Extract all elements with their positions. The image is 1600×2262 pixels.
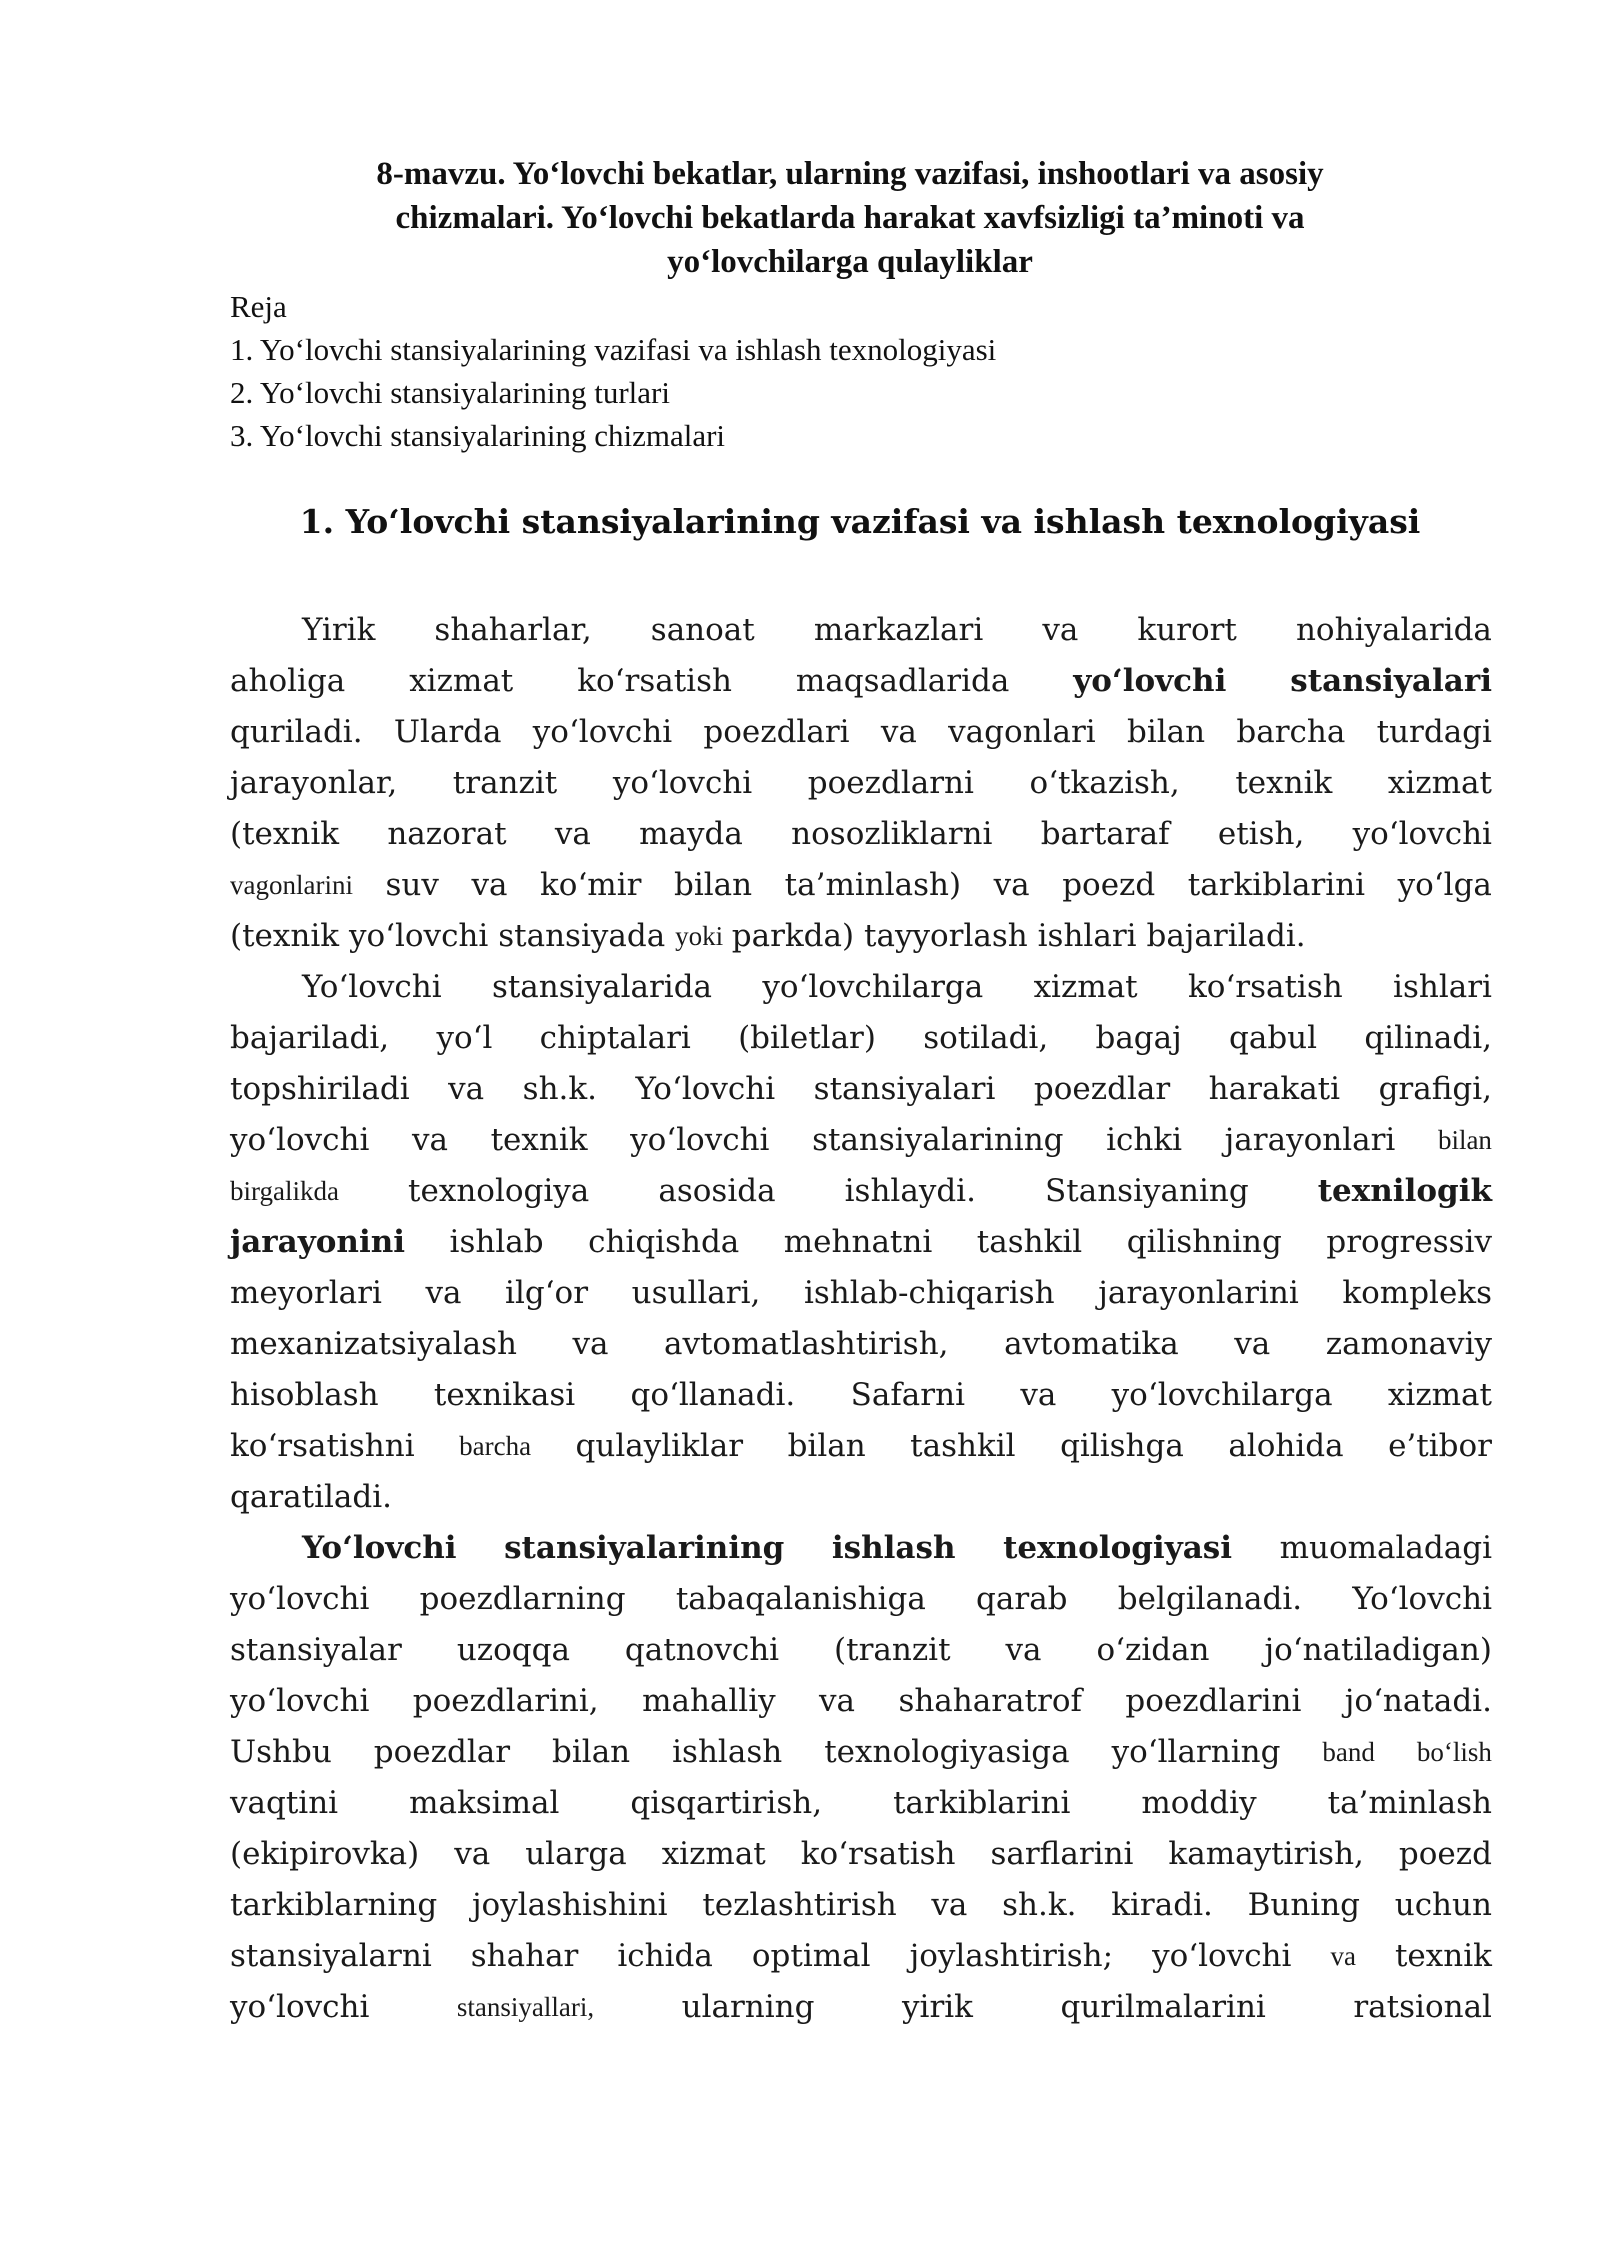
- word: stansiyalar: [230, 1632, 402, 1668]
- paragraph: [230, 605, 1492, 962]
- word: harakati: [1208, 1071, 1341, 1107]
- word: bilan: [552, 1734, 631, 1770]
- word: stansiyalarining: [812, 1122, 1064, 1158]
- word: ishlash: [831, 1530, 956, 1566]
- word: ko‘rsatishni: [230, 1428, 415, 1464]
- word: quriladi.: [230, 714, 363, 750]
- paragraph: [230, 1523, 1492, 2033]
- word: texnologiyasi: [1003, 1530, 1233, 1566]
- word: sotiladi,: [923, 1020, 1049, 1056]
- word: sanoat: [650, 612, 755, 648]
- word: bo‘lish: [1416, 1737, 1492, 1767]
- word: Safarni: [850, 1377, 965, 1413]
- text-line: [230, 1268, 1492, 1319]
- text-line: [230, 1013, 1492, 1064]
- word: kurort: [1137, 612, 1237, 648]
- word: mayda: [639, 816, 743, 852]
- word: texnik: [1235, 765, 1333, 801]
- word: xizmat: [661, 1836, 766, 1872]
- word: texnilogik: [1317, 1173, 1492, 1209]
- word: xizmat: [1387, 765, 1492, 801]
- word: shaharatrof: [898, 1683, 1082, 1719]
- word: e’tibor: [1388, 1428, 1492, 1464]
- word: markazlari: [813, 612, 984, 648]
- word: va: [1005, 1632, 1042, 1668]
- word: stansiyallari,: [456, 1992, 595, 2022]
- word: uzoqqa: [456, 1632, 570, 1668]
- word: jarayonini: [230, 1224, 406, 1260]
- word: qurilmalarini: [1060, 1989, 1266, 2025]
- text-line: [230, 1676, 1492, 1727]
- word: avtomatika: [1004, 1326, 1179, 1362]
- word: yo‘lovchi: [630, 1122, 770, 1158]
- word: yo‘lga: [1397, 867, 1492, 903]
- word: yo‘lovchi: [230, 1581, 370, 1617]
- word: bilan: [673, 867, 753, 903]
- text-line: [230, 1982, 1492, 2033]
- word: (texnik: [230, 816, 340, 852]
- word: va: [1020, 1377, 1057, 1413]
- word: avtomatlashtirish,: [663, 1326, 949, 1362]
- word: poezdlar: [373, 1734, 511, 1770]
- text-line: [230, 1778, 1492, 1829]
- word: va: [448, 1071, 485, 1107]
- word: qilinadi,: [1364, 1020, 1492, 1056]
- document-title: [300, 152, 1400, 284]
- word: ishlari: [1393, 969, 1492, 1005]
- word: va: [554, 816, 591, 852]
- word: bartaraf: [1040, 816, 1170, 852]
- word: texnologiya: [408, 1173, 590, 1209]
- word: va: [1042, 612, 1079, 648]
- word: bajariladi.: [1146, 918, 1306, 954]
- word: joylashtirish;: [909, 1938, 1114, 1974]
- word: qisqartirish,: [630, 1785, 823, 1821]
- word: va: [1330, 1941, 1356, 1971]
- word: yo‘lovchi: [1352, 816, 1492, 852]
- word: Yirik: [302, 612, 376, 648]
- word: ishlari: [1037, 918, 1137, 954]
- word: qatnovchi: [624, 1632, 780, 1668]
- word: jo‘natadi.: [1344, 1683, 1492, 1719]
- word: va: [931, 1887, 968, 1923]
- word: etish,: [1217, 816, 1305, 852]
- word: bilan: [787, 1428, 866, 1464]
- word: mehnatni: [783, 1224, 933, 1260]
- text-line: [230, 1574, 1492, 1625]
- word: Yo‘lovchi: [635, 1071, 776, 1107]
- word: ko‘mir: [540, 867, 642, 903]
- word: maqsadlarida: [795, 663, 1010, 699]
- word: mexanizatsiyalash: [230, 1326, 517, 1362]
- word: texnik: [490, 1122, 588, 1158]
- word: qulayliklar: [575, 1428, 744, 1464]
- text-line: [230, 605, 1492, 656]
- word: barcha: [459, 1431, 532, 1461]
- word: hisoblash: [230, 1377, 379, 1413]
- text-line: [230, 911, 1492, 962]
- word: ularning: [681, 1989, 815, 2025]
- word: tarkiblarini: [1187, 867, 1366, 903]
- word: yo‘lovchilarga: [1111, 1377, 1333, 1413]
- text-line: [230, 1625, 1492, 1676]
- word: moddiy: [1141, 1785, 1257, 1821]
- word: texnologiyasiga: [824, 1734, 1070, 1770]
- word: progressiv: [1326, 1224, 1492, 1260]
- word: texnik: [1394, 1938, 1492, 1974]
- word: va: [411, 1122, 448, 1158]
- body-text: [230, 605, 1492, 2033]
- word: mahalliy: [642, 1683, 776, 1719]
- text-line: [230, 1319, 1492, 1370]
- word: o‘tkazish,: [1029, 765, 1180, 801]
- word: yo‘lovchi: [612, 765, 753, 801]
- word: sarflarini: [990, 1836, 1134, 1872]
- word: chiqishda: [588, 1224, 740, 1260]
- word: jo‘natiladigan): [1264, 1632, 1492, 1668]
- word: sh.k.: [522, 1071, 598, 1107]
- word: stansiyada: [498, 918, 666, 954]
- word: (biletlar): [738, 1020, 876, 1056]
- word: jarayonlarini: [1098, 1275, 1299, 1311]
- word: birgalikda: [230, 1176, 339, 1206]
- word: stansiyalarida: [491, 969, 713, 1005]
- text-line: [230, 1472, 1492, 1523]
- word: yo‘lovchi: [230, 1989, 370, 2025]
- word: aholiga: [230, 663, 346, 699]
- word: xizmat: [409, 663, 514, 699]
- word: muomaladagi: [1279, 1530, 1492, 1566]
- word: tashkil: [910, 1428, 1016, 1464]
- word: optimal: [751, 1938, 871, 1974]
- text-line: [230, 656, 1492, 707]
- plan-label: Reja: [230, 289, 287, 324]
- word: Yo‘lovchi: [302, 1530, 457, 1566]
- word: poezd: [1398, 1836, 1492, 1872]
- text-line: [230, 1829, 1492, 1880]
- plan-item: 2. Yo‘lovchi stansiyalarining turlari: [230, 375, 670, 410]
- word: zamonaviy: [1325, 1326, 1492, 1362]
- word: uchun: [1394, 1887, 1492, 1923]
- word: shahar: [470, 1938, 579, 1974]
- plan-item: 1. Yo‘lovchi stansiyalarining vazifasi va ishlash texnologiyasi: [230, 332, 997, 367]
- paragraph: [230, 962, 1492, 1523]
- word: kompleks: [1342, 1275, 1492, 1311]
- plan-block: [230, 285, 996, 457]
- word: nazorat: [387, 816, 507, 852]
- word: barcha: [1236, 714, 1346, 750]
- title-line: yo‘lovchilarga qulayliklar: [667, 244, 1033, 280]
- word: stansiyalarni: [230, 1938, 432, 1974]
- text-line: [230, 809, 1492, 860]
- title-line: chizmalari. Yo‘lovchi bekatlarda harakat xavfsizligi ta’minoti va: [395, 200, 1305, 236]
- word: ta’minlash: [1327, 1785, 1492, 1821]
- word: Stansiyaning: [1045, 1173, 1249, 1209]
- text-line: [230, 1064, 1492, 1115]
- word: poezdlarini: [1125, 1683, 1302, 1719]
- section-heading: 1. Yo‘lovchi stansiyalarining vazifasi va ishlash texnologiyasi: [299, 502, 1421, 541]
- word: parkda): [731, 918, 855, 954]
- word: usullari,: [631, 1275, 761, 1311]
- word: Buning: [1247, 1887, 1361, 1923]
- word: yo‘lovchi: [1152, 1938, 1292, 1974]
- word: topshiriladi: [230, 1071, 410, 1107]
- word: (tranzit: [834, 1632, 951, 1668]
- word: bilan: [1126, 714, 1206, 750]
- word: Yo‘lovchi: [1352, 1581, 1492, 1617]
- word: tezlashtirish: [702, 1887, 897, 1923]
- word: poezdlar: [1033, 1071, 1171, 1107]
- word: ishlash: [672, 1734, 783, 1770]
- word: ishlab: [449, 1224, 544, 1260]
- word: qabul: [1229, 1020, 1318, 1056]
- word: alohida: [1228, 1428, 1344, 1464]
- text-line: [230, 962, 1492, 1013]
- word: maksimal: [409, 1785, 560, 1821]
- word: grafigi,: [1378, 1071, 1492, 1107]
- word: va: [880, 714, 917, 750]
- word: (texnik: [230, 918, 340, 954]
- text-line: [230, 758, 1492, 809]
- word: ularga: [525, 1836, 627, 1872]
- word: jarayonlari: [1224, 1122, 1396, 1158]
- word: shaharlar,: [434, 612, 592, 648]
- word: qaratiladi.: [230, 1479, 393, 1515]
- word: vagonlari: [948, 714, 1096, 750]
- word: turdagi: [1376, 714, 1492, 750]
- word: o‘zidan: [1096, 1632, 1210, 1668]
- word: Ularda: [393, 714, 502, 750]
- word: ichida: [617, 1938, 713, 1974]
- word: yo‘lovchi: [1073, 663, 1227, 699]
- word: vagonlarini: [230, 870, 353, 900]
- word: ko‘rsatish: [1187, 969, 1343, 1005]
- word: yo‘lovchi: [532, 714, 673, 750]
- word: chiptalari: [539, 1020, 691, 1056]
- word: yo‘lovchilarga: [762, 969, 984, 1005]
- word: va: [1234, 1326, 1271, 1362]
- word: sh.k.: [1002, 1887, 1077, 1923]
- word: qarab: [976, 1581, 1068, 1617]
- word: tarkiblarning: [230, 1887, 438, 1923]
- word: nohiyalarida: [1295, 612, 1492, 648]
- word: yoki: [675, 921, 724, 951]
- word: stansiyalari: [813, 1071, 996, 1107]
- word: tranzit: [452, 765, 558, 801]
- word: ilg‘or: [505, 1275, 589, 1311]
- word: qilishning: [1126, 1224, 1282, 1260]
- word: nosozliklarni: [791, 816, 993, 852]
- word: ko‘rsatish: [800, 1836, 956, 1872]
- word: asosida: [658, 1173, 776, 1209]
- title-line: 8-mavzu. Yo‘lovchi bekatlar, ularning vazifasi, inshootlari va asosiy: [376, 156, 1324, 192]
- word: poezdlarning: [419, 1581, 626, 1617]
- word: va: [819, 1683, 856, 1719]
- word: ishlab-chiqarish: [803, 1275, 1055, 1311]
- text-line: [230, 707, 1492, 758]
- word: bajariladi,: [230, 1020, 390, 1056]
- text-line: [230, 1880, 1492, 1931]
- word: tabaqalanishiga: [675, 1581, 926, 1617]
- word: (ekipirovka): [230, 1836, 420, 1872]
- word: poezd: [1062, 867, 1156, 903]
- word: tarkiblarini: [893, 1785, 1071, 1821]
- text-line: [230, 1370, 1492, 1421]
- word: suv: [385, 867, 439, 903]
- word: vaqtini: [230, 1785, 339, 1821]
- word: joylashishini: [471, 1887, 668, 1923]
- word: qilishga: [1060, 1428, 1184, 1464]
- word: va: [425, 1275, 462, 1311]
- word: Yo‘lovchi: [302, 969, 442, 1005]
- word: ta’minlash): [784, 867, 962, 903]
- word: va: [572, 1326, 609, 1362]
- text-line: [230, 1217, 1492, 1268]
- word: belgilanadi.: [1117, 1581, 1303, 1617]
- word: va: [471, 867, 508, 903]
- word: kamaytirish,: [1168, 1836, 1364, 1872]
- word: poezdlarini,: [412, 1683, 599, 1719]
- word: jarayonlar,: [230, 765, 398, 801]
- text-line: [230, 1421, 1492, 1472]
- word: va: [993, 867, 1030, 903]
- text-line: [230, 860, 1492, 911]
- word: ko‘rsatish: [577, 663, 732, 699]
- word: poezdlari: [703, 714, 850, 750]
- word: yo‘lovchi: [230, 1683, 370, 1719]
- word: poezdlarni: [807, 765, 974, 801]
- word: band: [1322, 1737, 1375, 1767]
- text-line: [230, 1166, 1492, 1217]
- word: tashkil: [976, 1224, 1083, 1260]
- word: va: [454, 1836, 491, 1872]
- word: bilan: [1437, 1125, 1492, 1155]
- plan-item: 3. Yo‘lovchi stansiyalarining chizmalari: [230, 418, 726, 453]
- word: meyorlari: [230, 1275, 382, 1311]
- word: xizmat: [1387, 1377, 1492, 1413]
- word: kiradi.: [1111, 1887, 1213, 1923]
- word: Ushbu: [230, 1734, 332, 1770]
- word: ichki: [1106, 1122, 1183, 1158]
- word: xizmat: [1033, 969, 1138, 1005]
- word: ishlaydi.: [844, 1173, 976, 1209]
- word: yirik: [902, 1989, 973, 2025]
- word: stansiyalarining: [504, 1530, 785, 1566]
- word: yo‘lovchi: [230, 1122, 370, 1158]
- word: yo‘llarning: [1111, 1734, 1281, 1770]
- word: bagaj: [1095, 1020, 1182, 1056]
- text-line: [230, 1727, 1492, 1778]
- word: yo‘lovchi: [348, 918, 489, 954]
- word: qo‘llanadi.: [630, 1377, 796, 1413]
- text-line: [230, 1931, 1492, 1982]
- word: yo‘l: [436, 1020, 493, 1056]
- word: texnikasi: [433, 1377, 576, 1413]
- word: tayyorlash: [864, 918, 1028, 954]
- text-line: [230, 1523, 1492, 1574]
- word: ratsional: [1353, 1989, 1492, 2025]
- word: stansiyalari: [1290, 663, 1492, 699]
- text-line: [230, 1115, 1492, 1166]
